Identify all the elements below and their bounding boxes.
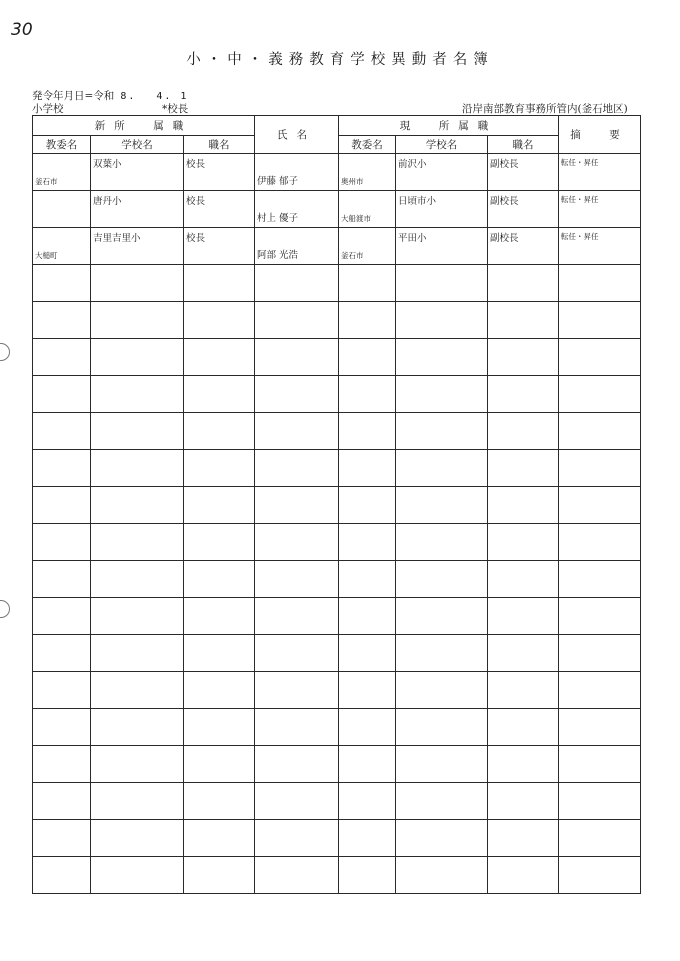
empty-cell [255, 820, 339, 857]
empty-cell [488, 746, 559, 783]
empty-cell [33, 857, 91, 894]
empty-cell [488, 598, 559, 635]
empty-cell [91, 413, 184, 450]
empty-cell [255, 413, 339, 450]
empty-cell [184, 672, 255, 709]
header-board: 教委名 [33, 136, 91, 154]
header-post-current: 職名 [488, 136, 559, 154]
empty-cell [184, 783, 255, 820]
empty-cell [559, 302, 641, 339]
empty-cell [91, 265, 184, 302]
empty-cell [255, 561, 339, 598]
empty-cell [91, 783, 184, 820]
empty-cell [91, 376, 184, 413]
new-post: 校長 [186, 196, 206, 207]
empty-cell [396, 265, 488, 302]
empty-cell [339, 487, 396, 524]
empty-cell [339, 265, 396, 302]
empty-cell [33, 746, 91, 783]
current-post: 副校長 [490, 196, 519, 207]
new-board: 釜石市 [35, 177, 58, 186]
header-name: 氏名 [255, 116, 339, 154]
empty-cell [488, 857, 559, 894]
empty-cell [396, 635, 488, 672]
empty-cell [339, 746, 396, 783]
issue-date-value: 8. 4. 1 [120, 91, 189, 102]
school-category: 小学校 [32, 103, 64, 115]
empty-cell [339, 561, 396, 598]
person-name: 伊藤 郁子 [257, 176, 299, 187]
current-school: 日頃市小 [398, 196, 437, 207]
current-board: 大船渡市 [341, 214, 372, 223]
empty-cell [255, 524, 339, 561]
empty-cell [396, 376, 488, 413]
empty-cell [339, 709, 396, 746]
empty-row [33, 376, 641, 413]
empty-cell [339, 783, 396, 820]
empty-row [33, 820, 641, 857]
empty-cell [339, 635, 396, 672]
empty-cell [255, 746, 339, 783]
roster-body [33, 154, 641, 894]
empty-cell [33, 598, 91, 635]
empty-cell [91, 820, 184, 857]
empty-row [33, 783, 641, 820]
empty-cell [33, 561, 91, 598]
empty-cell [339, 376, 396, 413]
header-school: 学校名 [91, 136, 184, 154]
empty-cell [33, 820, 91, 857]
empty-cell [559, 376, 641, 413]
header-school-current: 学校名 [396, 136, 488, 154]
empty-cell [184, 302, 255, 339]
new-board: 大槌町 [35, 251, 58, 260]
current-post: 副校長 [490, 233, 519, 244]
empty-cell [559, 672, 641, 709]
empty-cell [255, 302, 339, 339]
empty-cell [255, 783, 339, 820]
empty-cell [488, 265, 559, 302]
empty-cell [33, 413, 91, 450]
empty-cell [559, 746, 641, 783]
empty-cell [396, 746, 488, 783]
empty-cell [488, 413, 559, 450]
empty-row [33, 413, 641, 450]
empty-row [33, 487, 641, 524]
empty-cell [396, 339, 488, 376]
empty-cell [33, 265, 91, 302]
empty-cell [184, 561, 255, 598]
empty-cell [91, 598, 184, 635]
empty-cell [255, 376, 339, 413]
empty-cell [339, 450, 396, 487]
empty-cell [339, 413, 396, 450]
empty-cell [488, 561, 559, 598]
empty-cell [559, 598, 641, 635]
table-row [33, 191, 641, 228]
empty-cell [339, 339, 396, 376]
empty-cell [488, 524, 559, 561]
empty-cell [255, 635, 339, 672]
empty-cell [559, 413, 641, 450]
empty-cell [255, 487, 339, 524]
remarks-note: 転任・昇任 [561, 232, 599, 241]
punch-hole [0, 343, 10, 361]
empty-cell [33, 302, 91, 339]
empty-cell [396, 672, 488, 709]
empty-cell [488, 450, 559, 487]
new-school: 双葉小 [93, 159, 122, 170]
empty-cell [184, 635, 255, 672]
empty-cell [488, 820, 559, 857]
empty-cell [559, 450, 641, 487]
remarks-note: 転任・昇任 [561, 195, 599, 204]
empty-cell [488, 376, 559, 413]
empty-cell [33, 524, 91, 561]
empty-cell [255, 672, 339, 709]
empty-cell [184, 820, 255, 857]
empty-cell [255, 709, 339, 746]
current-school: 平田小 [398, 233, 427, 244]
empty-row [33, 635, 641, 672]
empty-cell [91, 524, 184, 561]
person-name: 村上 優子 [257, 213, 299, 224]
current-post: 副校長 [490, 159, 519, 170]
header-board-current: 教委名 [339, 136, 396, 154]
header-current-affiliation: 現 所属職 [339, 116, 559, 136]
empty-cell [184, 265, 255, 302]
empty-cell [559, 265, 641, 302]
empty-cell [488, 709, 559, 746]
empty-cell [184, 376, 255, 413]
empty-cell [91, 672, 184, 709]
empty-row [33, 450, 641, 487]
empty-cell [559, 709, 641, 746]
new-post: 校長 [186, 159, 206, 170]
issue-date-label: 発令年月日=令和 [32, 90, 115, 102]
empty-cell [396, 857, 488, 894]
empty-cell [396, 820, 488, 857]
empty-row [33, 561, 641, 598]
punch-hole [0, 600, 10, 618]
empty-cell [91, 487, 184, 524]
empty-cell [396, 783, 488, 820]
empty-cell [488, 783, 559, 820]
empty-cell [91, 709, 184, 746]
empty-cell [91, 561, 184, 598]
document-title: 小・中・義務教育学校異動者名簿 [186, 52, 494, 68]
empty-cell [488, 339, 559, 376]
current-board: 奥州市 [341, 177, 364, 186]
empty-cell [559, 820, 641, 857]
empty-cell [339, 302, 396, 339]
empty-cell [91, 746, 184, 783]
empty-cell [559, 561, 641, 598]
empty-cell [184, 746, 255, 783]
empty-cell [255, 857, 339, 894]
empty-cell [255, 265, 339, 302]
empty-cell [184, 339, 255, 376]
empty-cell [91, 302, 184, 339]
empty-cell [33, 450, 91, 487]
empty-cell [255, 598, 339, 635]
empty-cell [339, 857, 396, 894]
empty-cell [91, 339, 184, 376]
empty-row [33, 339, 641, 376]
empty-cell [33, 376, 91, 413]
empty-cell [488, 672, 559, 709]
empty-cell [33, 635, 91, 672]
empty-cell [396, 524, 488, 561]
empty-cell [184, 709, 255, 746]
current-board: 釜石市 [341, 251, 364, 260]
empty-cell [339, 524, 396, 561]
empty-cell [396, 302, 488, 339]
empty-cell [33, 783, 91, 820]
empty-row [33, 709, 641, 746]
empty-cell [559, 783, 641, 820]
new-school: 唐丹小 [93, 196, 122, 207]
empty-cell [91, 450, 184, 487]
empty-row [33, 302, 641, 339]
empty-cell [33, 339, 91, 376]
empty-cell [488, 302, 559, 339]
remarks-note: 転任・昇任 [561, 158, 599, 167]
empty-row [33, 857, 641, 894]
empty-cell [184, 524, 255, 561]
empty-cell [559, 635, 641, 672]
person-name: 阿部 光浩 [257, 250, 299, 261]
empty-cell [255, 450, 339, 487]
empty-cell [559, 524, 641, 561]
empty-row [33, 746, 641, 783]
empty-cell [559, 857, 641, 894]
empty-cell [184, 598, 255, 635]
empty-cell [91, 857, 184, 894]
empty-cell [488, 487, 559, 524]
empty-cell [184, 857, 255, 894]
empty-cell [488, 635, 559, 672]
empty-row [33, 524, 641, 561]
empty-cell [396, 561, 488, 598]
empty-cell [33, 709, 91, 746]
empty-cell [91, 635, 184, 672]
page-number: 30 [11, 20, 33, 40]
empty-cell [396, 487, 488, 524]
transfer-roster-table [32, 115, 641, 894]
empty-row [33, 265, 641, 302]
table-row [33, 154, 641, 191]
empty-cell [184, 487, 255, 524]
office-name: 沿岸南部教育事務所管内(釜石地区) [462, 103, 628, 115]
empty-cell [184, 450, 255, 487]
new-school: 吉里吉里小 [93, 233, 141, 244]
empty-row [33, 672, 641, 709]
header-new-affiliation: 新所 属職 [33, 116, 255, 136]
empty-cell [255, 339, 339, 376]
header-remarks: 摘 要 [559, 116, 641, 154]
new-post: 校長 [186, 233, 206, 244]
table-row [33, 228, 641, 265]
empty-cell [559, 487, 641, 524]
header-post: 職名 [184, 136, 255, 154]
empty-cell [339, 672, 396, 709]
empty-cell [396, 709, 488, 746]
position-type: *校長 [162, 103, 189, 115]
empty-cell [33, 487, 91, 524]
current-school: 前沢小 [398, 159, 427, 170]
empty-cell [559, 339, 641, 376]
empty-row [33, 598, 641, 635]
empty-cell [33, 672, 91, 709]
empty-cell [396, 413, 488, 450]
empty-cell [339, 820, 396, 857]
empty-cell [396, 450, 488, 487]
empty-cell [184, 413, 255, 450]
empty-cell [396, 598, 488, 635]
empty-cell [339, 598, 396, 635]
